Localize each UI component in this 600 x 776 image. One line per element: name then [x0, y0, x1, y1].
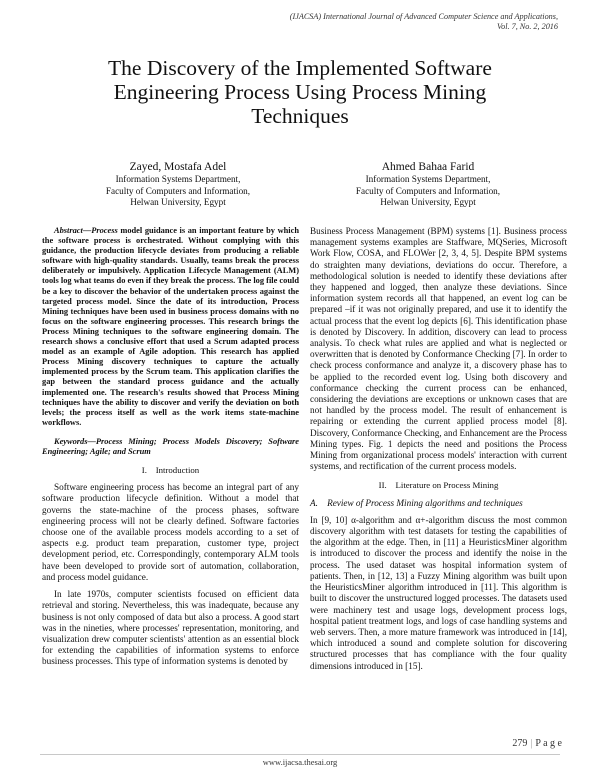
left-column [42, 226, 299, 668]
section-heading-literature: II. Literature on Process Mining [378, 480, 499, 491]
page-word: P a g e [535, 738, 562, 749]
footer-divider [40, 754, 560, 755]
author-block-2 [308, 160, 548, 209]
author-name: Zayed, Mostafa Adel [129, 161, 227, 173]
author-department: Information Systems Department, [115, 174, 241, 184]
intro-paragraph-3: Business Process Management (BPM) systems [1]. Business process management systems examples are Staffware, MQSeries, Microsoft Work Flow, COSA, and FLOWer [2, 3, 4, 5]. Despite BPM systems do straighten many deviations, deviations do occur. Therefore, a methodological solution is needed to identify these deviations after they happened and logged, then analyze these deviations. Since information system records all that happened, an event log can be prepared –if it was not originally prepared, and use it to identify the actual process that the event log depicts [6]. This identification phase is denoted by Discovery. In addition, discovery can lead to process analysis. To check what rules are applied and what is neglected or overwritten that is denoted by Conformance Checking [7]. In order to check process conformance and analyze it, a discovery phase has to be applied to the recorded event log. Using both discovery and conformance checking the current process can be enhanced, considering the deviations are exceptions or unknown cases that are not handled by the process model. The result of enhancement is repairing or extending the current applied process model [8]. Discovery, Conformance Checking, and Enhancement are the Process Mining types. Fig. 1 depicts the need and positions the Process Mining from organizational process models' interaction with current systems, and rectification of the current process models. [310, 226, 567, 472]
title-line-1: The Discovery of the Implemented Software [108, 56, 492, 80]
author-department: Information Systems Department, [365, 174, 491, 184]
subsection-heading: A. Review of Process Mining algorithms and techniques [310, 497, 523, 508]
abstract-body: model guidance is an important feature by which the software process is orchestrated. Without complying with this guidance, the production lifecycle deviates from producing a reliable software with high-quality standards. Usually, teams break the process deliberately or impulsively. Application Lifecycle Management (ALM) tools log what teams do even if they break the process. The log file could be a key to discover the behavior of the undertaken process against the targeted process model. Since the date of its introduction, Process Mining techniques have been used in business process domains with no focus on the software engineering processes. This research brings the Process Mining techniques to the software engineering domain. The research shows a conclusive effort that used a Scrum adapted process model as an example of Agile adoption. This research has applied Process Mining discovery techniques to capture the actually implemented process by the Scrum team. This application clarifies the gap between the standard process guidance and the actually implemented one. The research's results showed that Process Mining techniques have the ability to discover and verify the deviation on both levels; the process itself as well as the work items state-machine workflows. [42, 226, 299, 427]
section-heading-introduction: I. Introduction [141, 465, 200, 476]
journal-volume: Vol. 7, No. 2, 2016 [497, 22, 558, 31]
title-line-2: Engineering Process Using Process Mining [113, 80, 487, 104]
paper-title [40, 56, 560, 128]
author-faculty: Faculty of Computers and Information, [355, 185, 501, 196]
page-number-value: 279 [512, 738, 528, 749]
literature-paragraph-1: In [9, 10] α-algorithm and α+-algorithm discuss the most common discovery algorithm with test datasets for testing the capabilities of the algorithm at the edge. Then, in [11] a HeuristicsMiner algorithm is introduced to discover the process and identify the noise in the process. The used dataset was hospital information system of patients. Then, in [12, 13] a Fuzzy Mining algorithm was built upon the HeuristicsMiner algorithm introduced in [11]. This algorithm is built to discover the unstructured logged processes. The datasets used were machinery test and usage logs, development process logs, hospital patient treatment logs, and logs of case handling systems and web servers. Then, a more mature framework was introduced in [14], which introduced a sound and complete solution for discovering structured processes that has compliance with the four quality dimensions introduced in [15]. [310, 514, 567, 671]
abstract [42, 226, 299, 428]
abstract-lead: Process [91, 226, 118, 235]
intro-paragraph-2: In late 1970s, computer scientists focused on efficient data retrieval and storing. Nevertheless, this was inadequate, because any business is not only composed of data but also a process. A good start was in the nineties, where processes' representation, monitoring, and visualization drew computer scientists' attention as an essential block for extending the capabilities of information systems to enforce business processes. This type of information systems is denoted by [42, 589, 299, 667]
author-faculty: Faculty of Computers and Information, [105, 185, 251, 196]
abstract-label: Abstract— [54, 226, 92, 235]
author-name: Ahmed Bahaa Farid [381, 161, 475, 173]
journal-name: (IJACSA) International Journal of Advanced Computer Science and Applications, [289, 12, 558, 21]
journal-header [238, 12, 558, 32]
author-university: Helwan University, Egypt [130, 197, 226, 207]
keywords: Keywords—Process Mining; Process Models Discovery; Software Engineering; Agile; and Scrum [42, 436, 299, 456]
author-block-1 [58, 160, 298, 209]
page-number-divider: | [530, 738, 533, 749]
page-number [512, 738, 562, 749]
title-line-3: Techniques [251, 104, 349, 128]
intro-paragraph-1: Software engineering process has become an integral part of any software production lifecycle definition. Without a model that governs the state-machine of the process phases, software engineering process will not be clearly defined. Software factories choose one of the available process models according to a set of aspects e.g. product team preparation, customer type, project development period, etc. Correspondingly, contemporary ALM tools have been developed to provide sort of automation, collaboration, and process model guidance. [42, 482, 299, 582]
author-university: Helwan University, Egypt [380, 197, 476, 207]
right-column [310, 226, 567, 672]
footer-url[interactable]: www.ijacsa.thesai.org [262, 757, 338, 767]
